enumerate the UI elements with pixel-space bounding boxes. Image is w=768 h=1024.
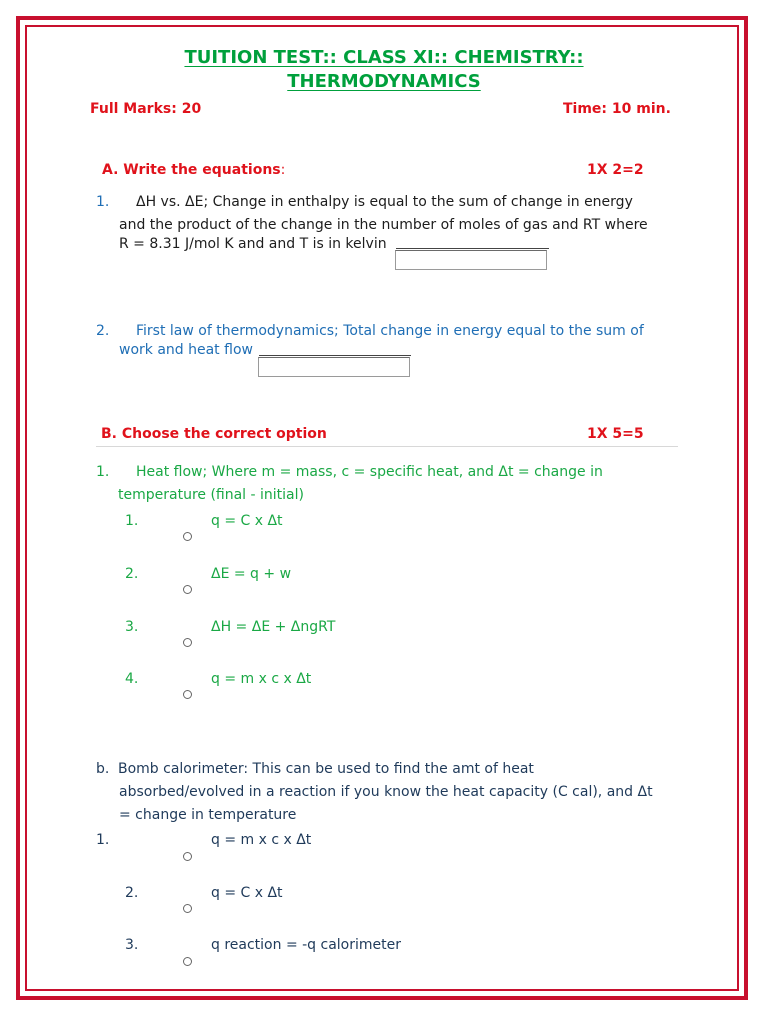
option-b2-2-text: q = C x Δt [211,885,283,901]
option-b1-2-text: ΔE = q + w [211,566,292,582]
option-b2-1-number: 1. [96,832,110,848]
question-b2-line1: Bomb calorimeter: This can be used to find the amt of heat [118,761,534,777]
question-b1-number: 1. [96,464,110,480]
answer-a2-underline [259,355,411,356]
section-a-heading [102,162,285,178]
option-b1-4-radio[interactable] [183,690,192,699]
question-b2-label: b. [96,761,110,777]
full-marks: Full Marks: 20 [90,101,202,117]
time-limit: Time: 10 min. [563,101,671,117]
option-b2-1-text: q = m x c x Δt [211,832,312,848]
option-b2-3-radio[interactable] [183,957,192,966]
option-b2-3-number: 3. [125,937,139,953]
option-b1-2-number: 2. [125,566,139,582]
question-b2-line3: = change in temperature [119,807,297,823]
option-b1-4-text: q = m x c x Δt [211,671,312,687]
answer-a1-underline [396,248,549,249]
option-b1-3-number: 3. [125,619,139,635]
option-b1-4-number: 4. [125,671,139,687]
option-b2-3-text: q reaction = -q calorimeter [211,937,401,953]
section-b-divider [96,446,678,447]
option-b1-2-radio[interactable] [183,585,192,594]
answer-a2-field[interactable] [258,357,410,377]
question-a2-line1: First law of thermodynamics; Total change in energy equal to the sum of [136,323,644,339]
option-b2-2-number: 2. [125,885,139,901]
section-a-marks: 1X 2=2 [587,162,644,178]
option-b1-1-radio[interactable] [183,532,192,541]
section-a-heading-colon: : [280,162,286,178]
option-b1-3-radio[interactable] [183,638,192,647]
option-b1-1-number: 1. [125,513,139,529]
page-title-line2: THERMODYNAMICS [287,71,481,92]
question-b1-line2: temperature (final - initial) [118,487,304,503]
question-b2-line2: absorbed/evolved in a reaction if you know the heat capacity (C cal), and Δt [119,784,653,800]
section-a-heading-text: A. Write the equations [102,162,281,178]
option-b1-1-text: q = C x Δt [211,513,283,529]
section-b-heading: B. Choose the correct option [101,426,327,442]
question-b1-line1: Heat flow; Where m = mass, c = specific heat, and Δt = change in [136,464,603,480]
question-a1-line2: and the product of the change in the number of moles of gas and RT where [119,217,648,233]
question-a1-line1: ΔH vs. ΔE; Change in enthalpy is equal to the sum of change in energy [136,194,633,210]
question-a2-number: 2. [96,323,110,339]
page-title-line1: TUITION TEST:: CLASS XI:: CHEMISTRY:: [184,47,584,68]
option-b2-1-radio[interactable] [183,852,192,861]
question-a1-number: 1. [96,194,110,210]
answer-a1-field[interactable] [395,250,547,270]
question-a2-line2: work and heat flow [119,342,253,358]
option-b2-2-radio[interactable] [183,904,192,913]
option-b1-3-text: ΔH = ΔE + ΔngRT [211,619,336,635]
question-a1-line3: R = 8.31 J/mol K and and T is in kelvin [119,236,387,252]
section-b-marks: 1X 5=5 [587,426,644,442]
